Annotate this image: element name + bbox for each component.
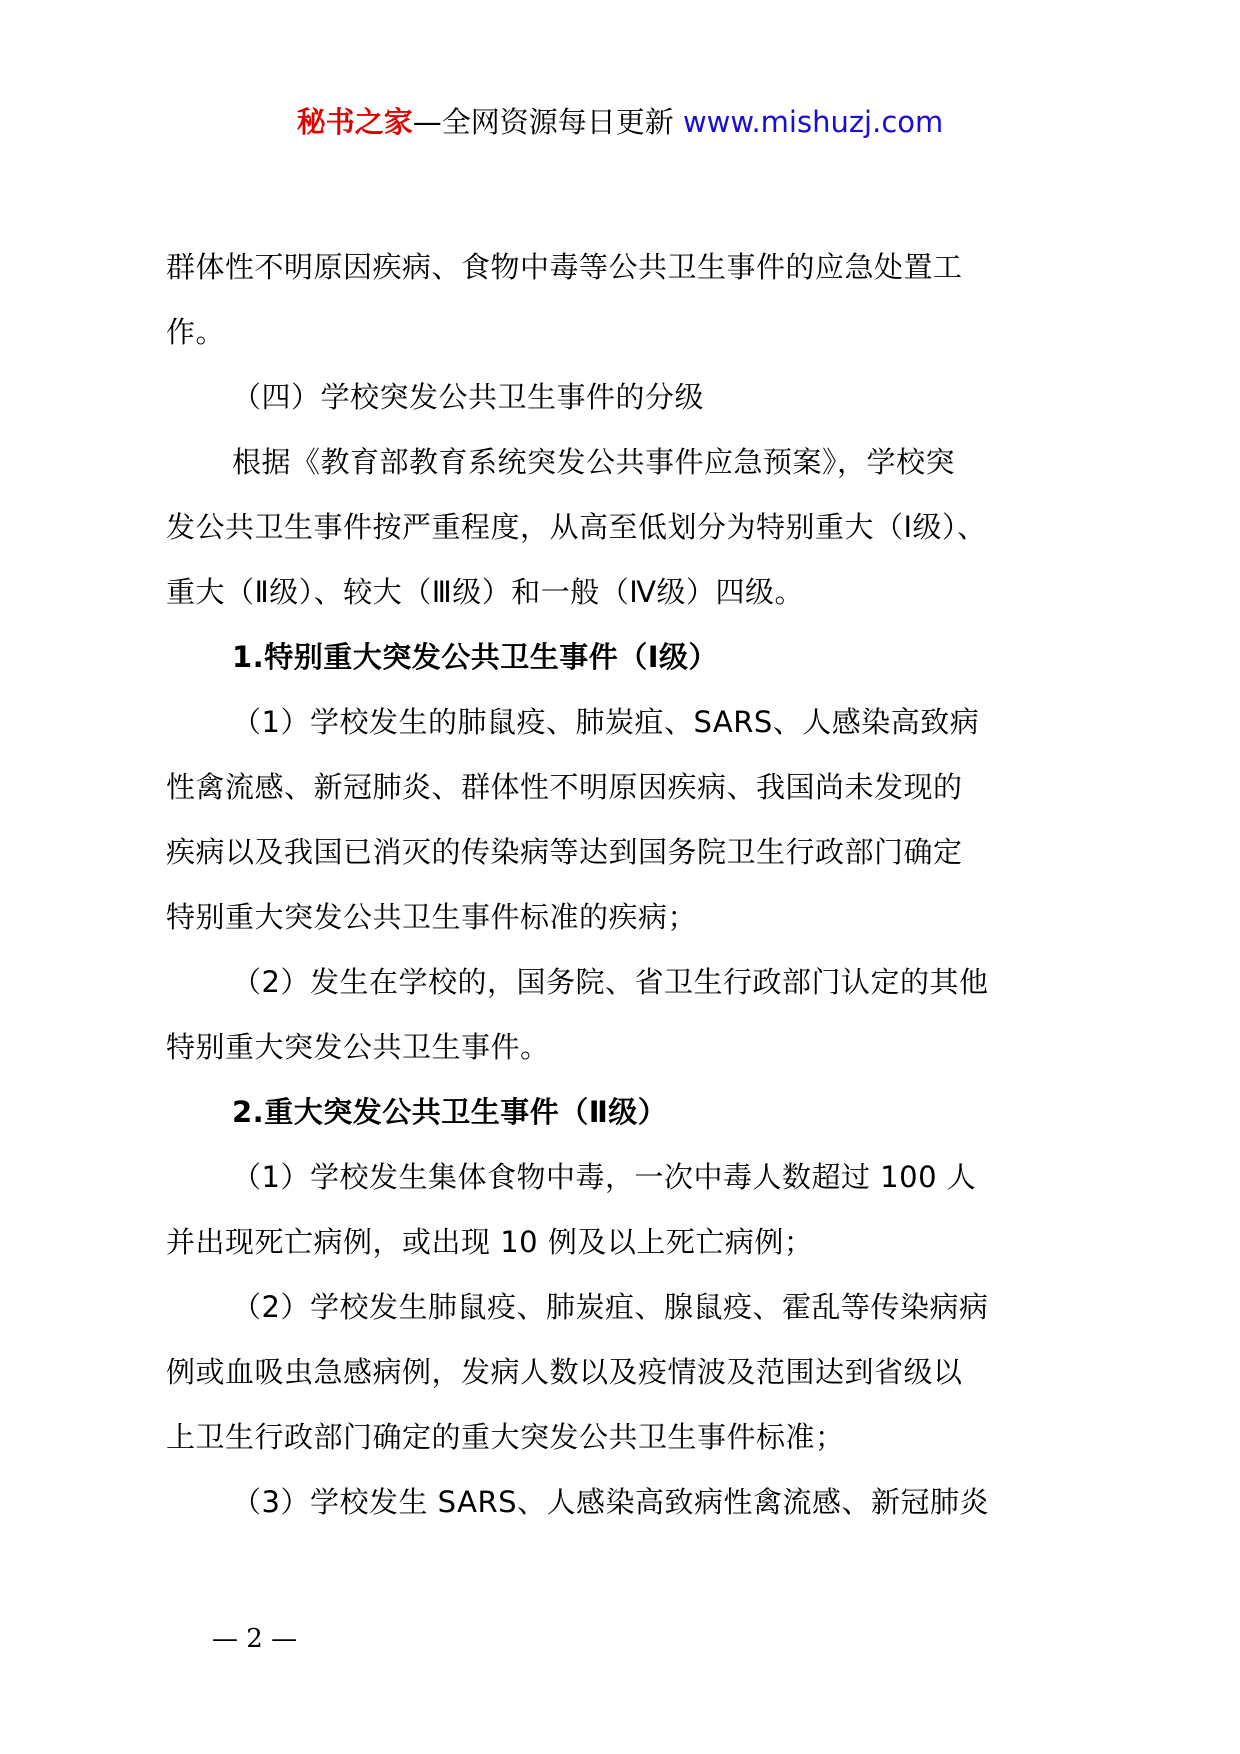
- paragraph-line: 并出现死亡病例，或出现 10 例及以上死亡病例；: [166, 1225, 814, 1259]
- paragraph-line: （2）发生在学校的，国务院、省卫生行政部门认定的其他: [232, 965, 989, 999]
- document-body: [166, 235, 1096, 1535]
- paragraph-line: 作。: [166, 315, 226, 349]
- site-name: 秘书之家: [296, 105, 413, 139]
- section-heading: （四）学校突发公共卫生事件的分级: [232, 380, 705, 414]
- paragraph-line: （1）学校发生的肺鼠疫、肺炭疽、SARS、人感染高致病: [232, 705, 980, 739]
- paragraph-line: 发公共卫生事件按严重程度，从高至低划分为特别重大（Ⅰ级）、: [166, 510, 987, 544]
- paragraph-line: （3）学校发生 SARS、人感染高致病性禽流感、新冠肺炎: [232, 1485, 990, 1519]
- page-number: — 2 —: [212, 1624, 298, 1654]
- paragraph-line: 性禽流感、新冠肺炎、群体性不明原因疾病、我国尚未发现的: [166, 770, 963, 804]
- site-url[interactable]: www.mishuzj.com: [682, 105, 944, 139]
- paragraph-line: 特别重大突发公共卫生事件。: [166, 1030, 550, 1064]
- paragraph-line: （2）学校发生肺鼠疫、肺炭疽、腺鼠疫、霍乱等传染病病: [232, 1290, 989, 1324]
- page-header: [0, 100, 1240, 144]
- paragraph-line: （1）学校发生集体食物中毒，一次中毒人数超过 100 人: [232, 1160, 977, 1194]
- paragraph-line: 重大（Ⅱ级）、较大（Ⅲ级）和一般（Ⅳ级）四级。: [166, 575, 805, 609]
- paragraph-line: 特别重大突发公共卫生事件标准的疾病；: [166, 900, 698, 934]
- subsection-heading: 1.特别重大突发公共卫生事件（Ⅰ级）: [232, 640, 718, 674]
- site-tagline: —全网资源每日更新: [412, 105, 683, 139]
- paragraph-line: 上卫生行政部门确定的重大突发公共卫生事件标准；: [166, 1420, 845, 1454]
- paragraph-line: 根据《教育部教育系统突发公共事件应急预案》，学校突: [232, 445, 956, 479]
- subsection-heading: 2.重大突发公共卫生事件（Ⅱ级）: [232, 1095, 668, 1129]
- paragraph-line: 疾病以及我国已消灭的传染病等达到国务院卫生行政部门确定: [166, 835, 963, 869]
- paragraph-line: 例或血吸虫急感病例，发病人数以及疫情波及范围达到省级以: [166, 1355, 963, 1389]
- paragraph-line: 群体性不明原因疾病、食物中毒等公共卫生事件的应急处置工: [166, 250, 963, 284]
